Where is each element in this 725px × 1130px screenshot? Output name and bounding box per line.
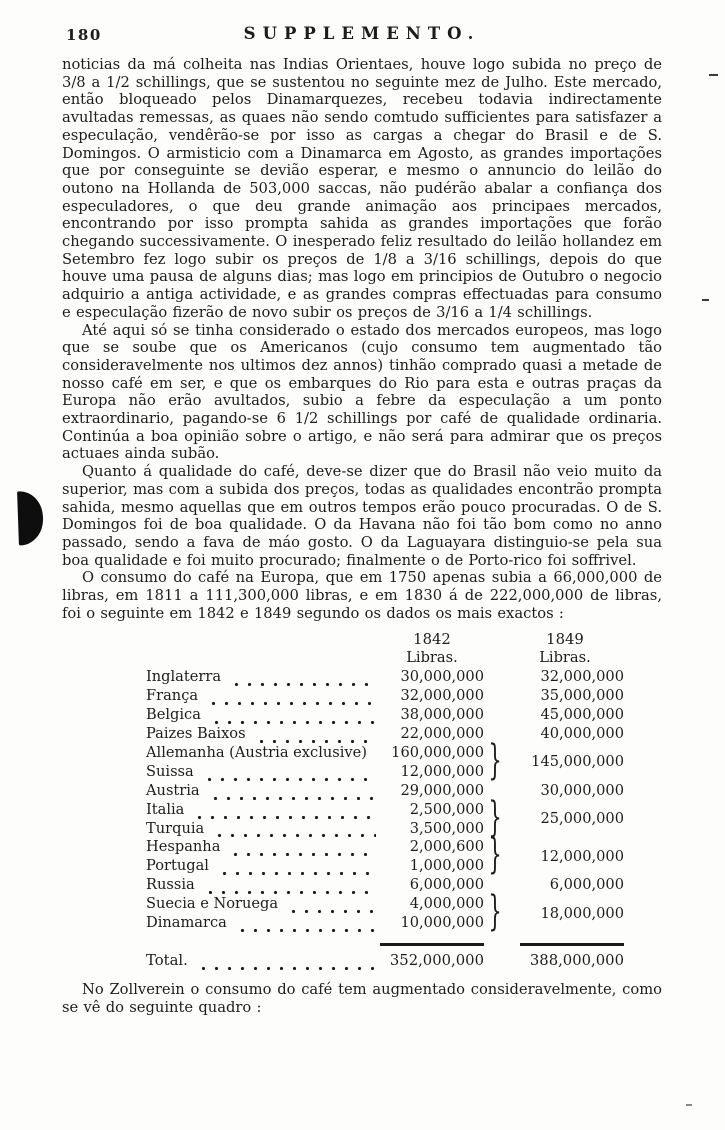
total-row <box>146 946 624 971</box>
country-cell <box>146 857 380 876</box>
total-rule-1842 <box>380 933 484 946</box>
value-1842: 160,000,000 <box>391 743 484 761</box>
country-cell <box>146 725 380 744</box>
dot-leader <box>195 965 376 970</box>
country-name: Turquia <box>146 819 205 837</box>
country-name: Inglaterra <box>146 668 222 686</box>
value-1842: 12,000,000 <box>400 762 484 780</box>
country-cell <box>146 914 380 933</box>
table-row <box>146 706 624 725</box>
country-cell <box>146 706 380 725</box>
value-1849: 145,000,000 <box>531 753 624 771</box>
country-cell <box>146 876 380 895</box>
col-header-1849: 1849 <box>546 630 584 648</box>
paragraph-5: No Zollverein o consumo do café tem augmentado consideravelmente, como se vê do seguinte quadro : <box>62 980 662 1016</box>
country-name: França <box>146 687 199 705</box>
country-cell <box>146 687 380 706</box>
country-name: Russia <box>146 876 195 894</box>
value-1849: 30,000,000 <box>540 781 624 799</box>
group-brace: } <box>488 831 502 879</box>
dot-leader <box>228 681 376 686</box>
country-name: Hespanha <box>146 838 221 856</box>
paragraph-3: Quanto á qualidade do café, deve-se dizer que do Brasil não veio muito da superior, mas com a subida dos preços, todas as qualidades encontrão prompta sahida, mesmo aquellas que em outros tempos erão pouco procuradas. O de S. Domingos foi de boa qualidade. O da Havana não foi tão bom como no anno passado, sendo a fava de máo gosto. O da Laguayara distinguio-se pela sua boa qualidade e foi muito procurado; finalmente o de Porto-rico foi soffrivel. <box>62 463 662 569</box>
country-cell <box>146 820 380 839</box>
country-name: Portugal <box>146 857 209 875</box>
table-row <box>146 895 624 914</box>
dot-leader <box>374 757 376 762</box>
dot-leader <box>234 927 376 932</box>
col-unit-1842: Libras. <box>406 649 458 667</box>
dot-leader <box>201 776 376 781</box>
table-row <box>146 668 624 687</box>
total-label-cell <box>146 946 380 971</box>
value-1842: 4,000,000 <box>409 895 484 913</box>
country-name: Dinamarca <box>146 914 227 932</box>
table-row <box>146 744 624 763</box>
running-header <box>62 24 662 50</box>
value-1842: 2,500,000 <box>409 800 484 818</box>
consumption-table-body <box>146 668 624 936</box>
table-row <box>146 876 624 895</box>
table-row <box>146 725 624 744</box>
scan-speck <box>709 74 718 76</box>
value-1842: 32,000,000 <box>400 687 484 705</box>
dot-leader <box>202 889 376 894</box>
value-1842: 30,000,000 <box>400 668 484 686</box>
page-number: 180 <box>66 26 102 44</box>
country-cell <box>146 895 380 914</box>
page-content <box>62 24 662 1016</box>
col-header-1842: 1842 <box>413 630 451 648</box>
value-1842: 22,000,000 <box>400 725 484 743</box>
country-name: Italia <box>146 800 185 818</box>
dot-leader <box>205 700 376 705</box>
total-label: Total. <box>146 952 188 969</box>
dot-leader <box>216 870 376 875</box>
table-row <box>146 782 624 801</box>
value-1849: 35,000,000 <box>540 687 624 705</box>
value-1849: 18,000,000 <box>540 904 624 922</box>
table-row <box>146 801 624 820</box>
value-1842: 6,000,000 <box>409 876 484 894</box>
total-rule-row <box>146 933 624 946</box>
group-brace: } <box>488 888 502 936</box>
table-row <box>146 687 624 706</box>
country-name: Austria <box>146 781 200 799</box>
paragraph-2: Até aqui só se tinha considerado o estado dos mercados europeos, mas logo que se soube que os Americanos (cujo consumo tem augmentado tão consideravelmente nos ultimos dez annos) tinhão comprado quasi a metade de nosso café em ser, e que os embarques do Rio para esta e outras praças da Europa não erão avultados, subio a febre da especulação a um ponto extraordinario, pagando-se 6 1/2 schillings por café de qualidade ordinaria. Continúa a boa opinião sobre o artigo, e não será para admirar que os preços actuaes ainda subão. <box>62 321 662 463</box>
scan-speck <box>702 299 709 301</box>
country-cell <box>146 801 380 820</box>
scan-speck <box>686 1104 692 1106</box>
value-1842: 1,000,000 <box>409 857 484 875</box>
table-row <box>146 838 624 857</box>
ink-blot-artifact <box>17 491 44 546</box>
value-1842: 38,000,000 <box>400 706 484 724</box>
country-cell <box>146 782 380 801</box>
country-name: Belgica <box>146 706 201 724</box>
group-brace: } <box>488 737 502 784</box>
country-name: Allemanha (Austria exclusive) <box>146 743 367 761</box>
dot-leader <box>227 851 376 856</box>
total-1842: 352,000,000 <box>389 952 484 969</box>
value-1849: 12,000,000 <box>540 847 624 865</box>
country-cell <box>146 763 380 782</box>
value-1842: 3,500,000 <box>409 819 484 837</box>
running-title: SUPPLEMENTO. <box>243 24 481 43</box>
country-name: Suecia e Noruega <box>146 895 279 913</box>
col-unit-1849: Libras. <box>539 649 591 667</box>
value-1849: 6,000,000 <box>549 876 624 894</box>
dot-leader <box>211 832 376 837</box>
country-name: Paizes Baixos <box>146 725 246 743</box>
country-cell <box>146 744 380 763</box>
country-cell <box>146 838 380 857</box>
country-cell <box>146 668 380 687</box>
consumption-table-foot <box>146 933 624 971</box>
value-1849: 32,000,000 <box>540 668 624 686</box>
consumption-table <box>146 631 624 971</box>
paragraph-4: O consumo do café na Europa, que em 1750 apenas subia a 66,000,000 de libras, em 1811 a 111,300,000 libras, e em 1830 á de 222,000,000 de libras, foi o seguinte em 1842 e 1849 segundo os dados os mais exactos : <box>62 569 662 622</box>
total-rule-1849 <box>506 933 624 946</box>
dot-leader <box>207 795 376 800</box>
value-1842: 29,000,000 <box>400 781 484 799</box>
dot-leader <box>253 738 376 743</box>
group-brace: } <box>488 793 502 841</box>
dot-leader <box>208 719 376 724</box>
value-1849: 45,000,000 <box>540 706 624 724</box>
dot-leader <box>285 908 376 913</box>
value-1849: 25,000,000 <box>540 810 624 828</box>
total-1849: 388,000,000 <box>529 952 624 969</box>
value-1842: 10,000,000 <box>400 914 484 932</box>
country-name: Suissa <box>146 762 194 780</box>
consumption-table-head <box>146 631 624 669</box>
paragraph-1: noticias da má colheita nas Indias Orientaes, houve logo subida no preço de 3/8 a 1/2 schillings, que se sustentou no seguinte mez de Julho. Este mercado, então bloqueado pelos Dinamarquezes, recebeu todavia indirectamente avultadas remessas, as quaes não sendo comtudo sufficientes para satisfazer a especulação, vendêrão-se por isso as cargas a chegar do Brasil e de S. Domingos. O armisticio com a Dinamarca em Agosto, as grandes importações que por conseguinte se devião esperar, e mesmo o annuncio do leilão do outono na Hollanda de 503,000 saccas, não pudérão abalar a confiança dos especuladores, o que deu grande animação aos principaes mercados, encontrando por isso prompta sahida as grandes importações que forão chegando successivamente. O inesperado feliz resultado do leilão hollandez em Setembro fez logo subir os preços de 1/8 a 3/16 schillings, depois do que houve uma pausa de alguns dias; mas logo em principios de Outubro o negocio adquirio a antiga actividade, e as grandes compras effectuadas para consumo e especulação fizerão de novo subir os preços de 3/16 a 1/4 schillings. <box>62 56 662 321</box>
dot-leader <box>191 814 376 819</box>
value-1849: 40,000,000 <box>540 725 624 743</box>
value-1842: 2,000,600 <box>409 838 484 856</box>
